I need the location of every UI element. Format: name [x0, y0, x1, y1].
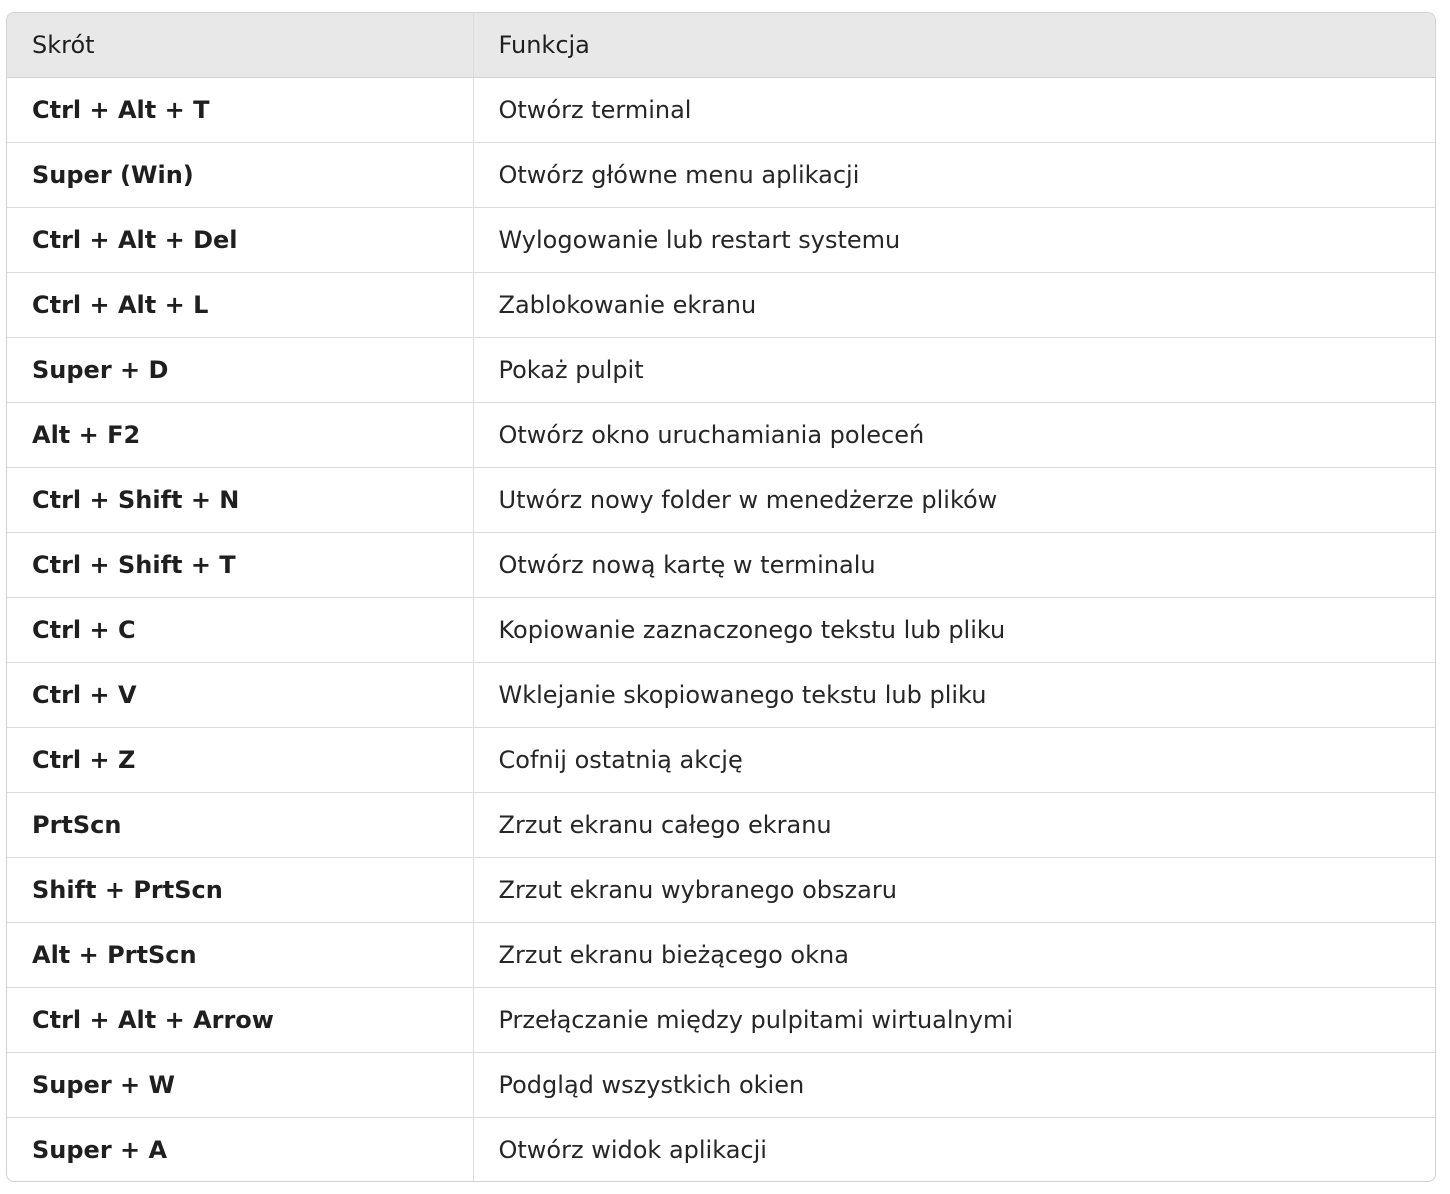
- function-cell: Otwórz główne menu aplikacji: [473, 142, 1435, 207]
- shortcut-cell: Alt + PrtScn: [7, 922, 473, 987]
- table-row: [7, 1052, 1435, 1117]
- table-row: [7, 337, 1435, 402]
- shortcut-cell: Super + D: [7, 337, 473, 402]
- table-row: [7, 467, 1435, 532]
- shortcut-cell: Ctrl + V: [7, 662, 473, 727]
- function-cell: Utwórz nowy folder w menedżerze plików: [473, 467, 1435, 532]
- function-cell: Wklejanie skopiowanego tekstu lub pliku: [473, 662, 1435, 727]
- header-function: Funkcja: [473, 13, 1435, 77]
- function-cell: Zrzut ekranu wybranego obszaru: [473, 857, 1435, 922]
- table-row: [7, 272, 1435, 337]
- function-cell: Zrzut ekranu całego ekranu: [473, 792, 1435, 857]
- shortcut-cell: Ctrl + Alt + Arrow: [7, 987, 473, 1052]
- shortcut-cell: PrtScn: [7, 792, 473, 857]
- table-body: [7, 77, 1435, 1182]
- function-cell: Wylogowanie lub restart systemu: [473, 207, 1435, 272]
- table-row: [7, 792, 1435, 857]
- table-row: [7, 532, 1435, 597]
- table-row: [7, 77, 1435, 142]
- shortcut-cell: Ctrl + Shift + N: [7, 467, 473, 532]
- table-row: [7, 207, 1435, 272]
- table-row: [7, 662, 1435, 727]
- table-row: [7, 987, 1435, 1052]
- table-row: [7, 142, 1435, 207]
- table-row: [7, 857, 1435, 922]
- function-cell: Otwórz terminal: [498, 95, 692, 124]
- function-cell: Podgląd wszystkich okien: [473, 1052, 1435, 1117]
- shortcut-cell: Alt + F2: [7, 402, 473, 467]
- table-row: [7, 922, 1435, 987]
- shortcut-cell: Ctrl + Alt + Del: [7, 207, 473, 272]
- table-row: [7, 402, 1435, 467]
- table-row: [7, 1117, 1435, 1182]
- shortcut-cell: Ctrl + Alt + T: [7, 77, 473, 142]
- shortcut-cell: Super + A: [7, 1117, 473, 1182]
- table-header: [7, 13, 1435, 77]
- shortcuts-table: [7, 13, 1435, 1182]
- function-cell: Zablokowanie ekranu: [473, 272, 1435, 337]
- function-cell: Otwórz okno uruchamiania poleceń: [473, 402, 1435, 467]
- header-row: [7, 13, 1435, 77]
- shortcut-cell: Ctrl + C: [7, 597, 473, 662]
- function-cell: Kopiowanie zaznaczonego tekstu lub pliku: [473, 597, 1435, 662]
- function-cell: Cofnij ostatnią akcję: [473, 727, 1435, 792]
- shortcut-cell: Ctrl + Alt + L: [7, 272, 473, 337]
- shortcut-cell: Ctrl + Shift + T: [7, 532, 473, 597]
- table-row: [7, 597, 1435, 662]
- shortcut-cell: Super + W: [7, 1052, 473, 1117]
- function-cell: Otwórz nową kartę w terminalu: [473, 532, 1435, 597]
- function-cell: Przełączanie między pulpitami wirtualnymi: [473, 987, 1435, 1052]
- table-row: [7, 727, 1435, 792]
- shortcuts-table-container: [6, 12, 1436, 1182]
- function-cell: Pokaż pulpit: [473, 337, 1435, 402]
- function-cell: Zrzut ekranu bieżącego okna: [473, 922, 1435, 987]
- header-shortcut: Skrót: [7, 13, 473, 77]
- shortcut-cell: Super (Win): [7, 142, 473, 207]
- shortcut-cell: Ctrl + Z: [7, 727, 473, 792]
- function-cell: Otwórz widok aplikacji: [473, 1117, 1435, 1182]
- shortcut-cell: Shift + PrtScn: [7, 857, 473, 922]
